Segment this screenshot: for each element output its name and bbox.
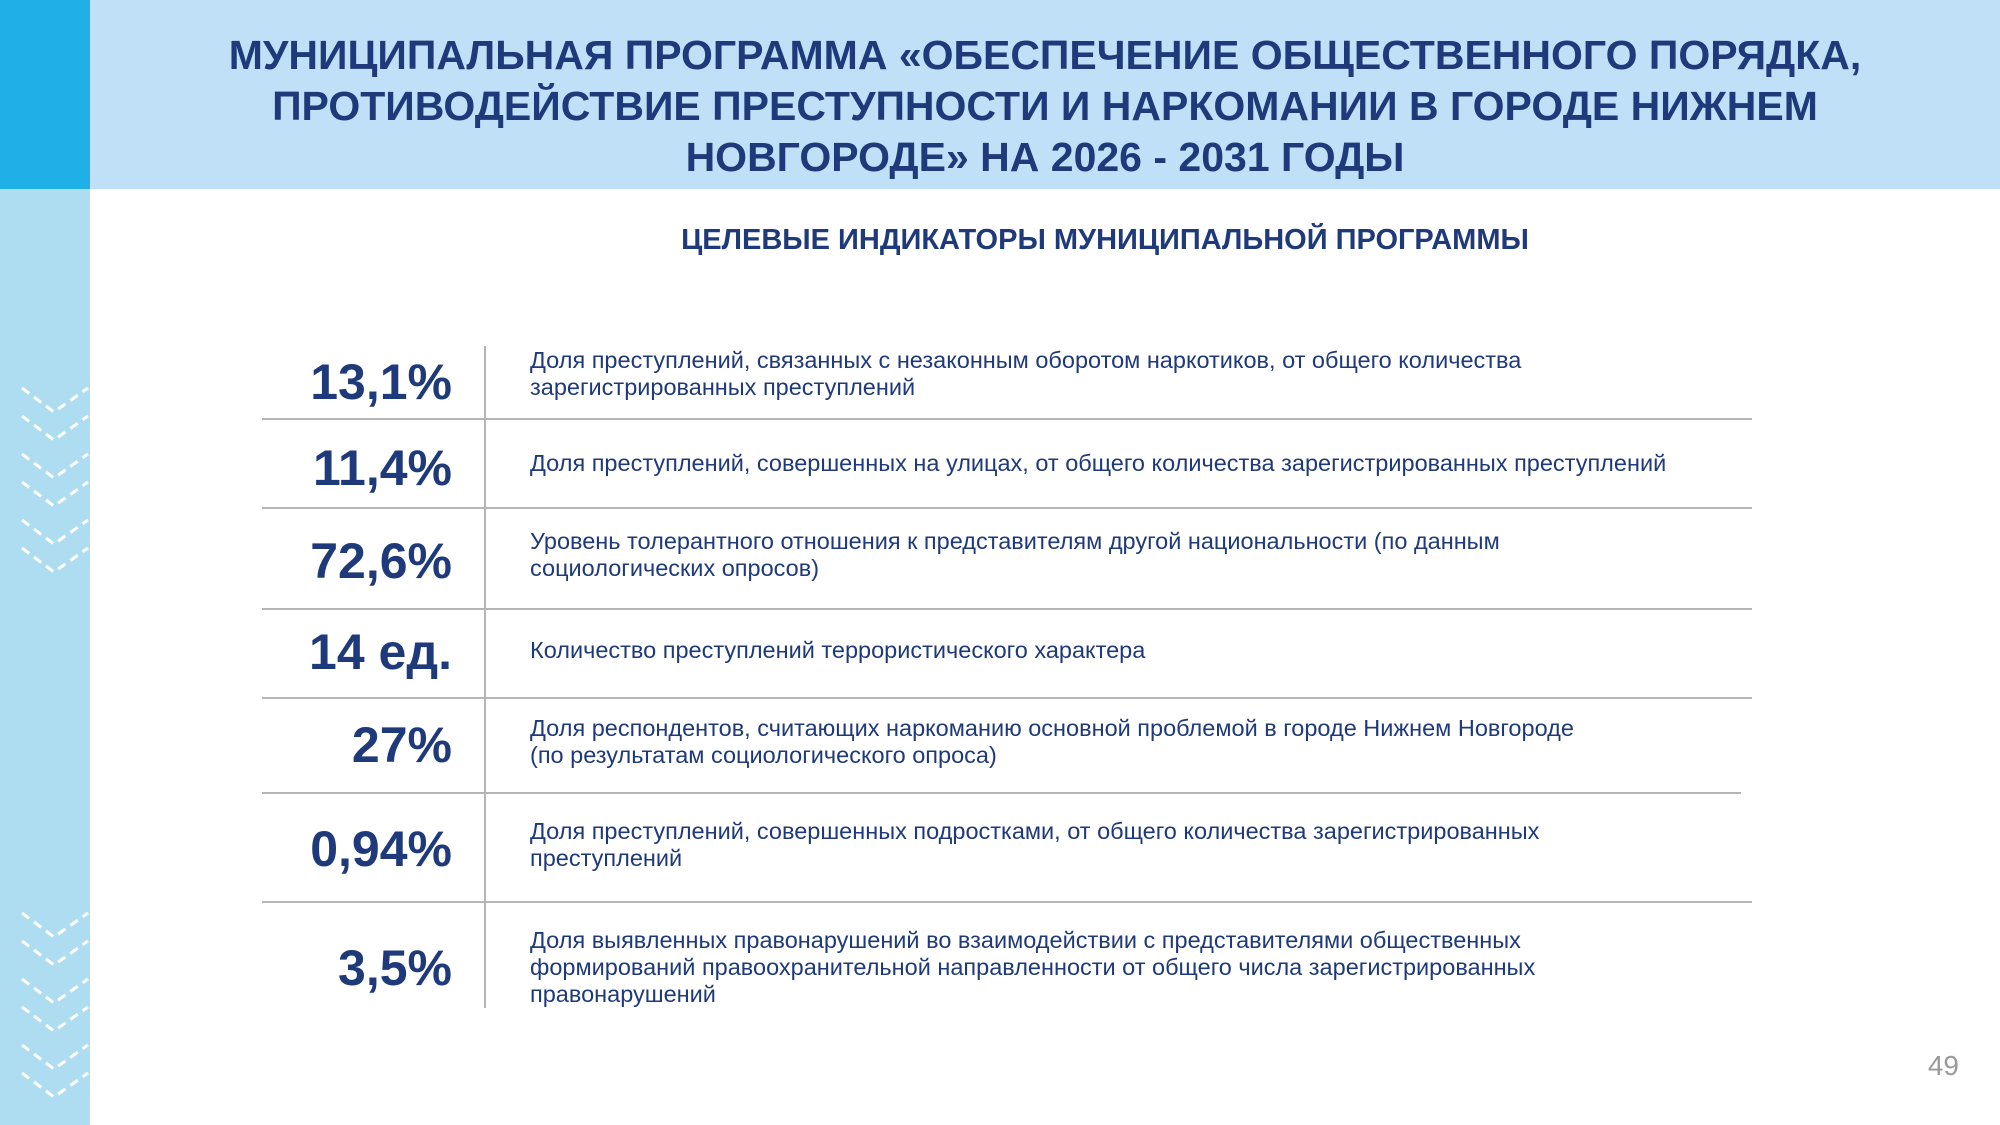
indicator-description-line: правонарушений (530, 981, 716, 1007)
slide-title-line-3: НОВГОРОДЕ» НА 2026 - 2031 ГОДЫ (685, 134, 1405, 180)
indicator-description (530, 450, 1750, 477)
indicator-value: 72,6% (310, 533, 452, 589)
indicator-description-line: Доля преступлений, совершенных подростками, от общего количества зарегистрированных (530, 818, 1540, 844)
indicator-description-line: Доля преступлений, совершенных на улицах, от общего количества зарегистрированных преступлений (530, 450, 1667, 476)
indicator-row-6 (262, 794, 1752, 901)
indicator-description (530, 528, 1750, 582)
slide-title-line-2: ПРОТИВОДЕЙСТВИЕ ПРЕСТУПНОСТИ И НАРКОМАНИИ В ГОРОДЕ НИЖНЕМ (272, 83, 1818, 129)
indicator-value: 3,5% (338, 940, 452, 996)
indicator-row-7 (262, 903, 1752, 1008)
indicator-description-line: Уровень толерантного отношения к представителям другой национальности (по данным (530, 528, 1500, 554)
indicator-row-3 (262, 509, 1752, 608)
indicator-description (530, 715, 1750, 769)
indicator-description-line: социологических опросов) (530, 555, 820, 581)
slide-title (90, 30, 2000, 183)
indicator-description-line: (по результатам социологического опроса) (530, 742, 997, 768)
indicator-row-5 (262, 699, 1752, 792)
indicator-description-line: Доля преступлений, связанных с незаконным оборотом наркотиков, от общего количества (530, 347, 1522, 373)
indicator-description-line: Количество преступлений террористического характера (530, 637, 1146, 663)
indicator-description (530, 927, 1750, 1008)
sidebar-accent-block (0, 0, 90, 189)
indicator-row-1 (262, 346, 1752, 418)
section-subtitle: ЦЕЛЕВЫЕ ИНДИКАТОРЫ МУНИЦИПАЛЬНОЙ ПРОГРАММЫ (681, 224, 1529, 256)
indicator-description-line: зарегистрированных преступлений (530, 374, 916, 400)
chevron-pattern-bottom (18, 905, 90, 1115)
slide-title-line-1: МУНИЦИПАЛЬНАЯ ПРОГРАММА «ОБЕСПЕЧЕНИЕ ОБЩЕСТВЕННОГО ПОРЯДКА, (228, 32, 1862, 78)
indicator-description-line: преступлений (530, 845, 683, 871)
page-number: 49 (1927, 1050, 1959, 1081)
indicator-row-4 (262, 610, 1752, 697)
indicator-description-line: формирований правоохранительной направленности от общего числа зарегистрированных (530, 954, 1536, 980)
chevron-pattern-top (18, 380, 90, 590)
indicator-value: 14 ед. (309, 624, 452, 680)
indicator-value: 27% (351, 717, 452, 773)
indicator-value: 13,1% (310, 354, 452, 410)
indicator-description-line: Доля респондентов, считающих наркоманию основной проблемой в городе Нижнем Новгороде (530, 715, 1574, 741)
indicator-row-2 (262, 420, 1752, 508)
indicator-value: 0,94% (310, 821, 452, 877)
indicator-description (530, 818, 1750, 872)
indicator-description (530, 637, 1750, 664)
indicator-description (530, 347, 1750, 401)
indicator-description-line: Доля выявленных правонарушений во взаимодействии с представителями общественных (530, 927, 1521, 953)
indicator-value: 11,4% (312, 440, 452, 496)
